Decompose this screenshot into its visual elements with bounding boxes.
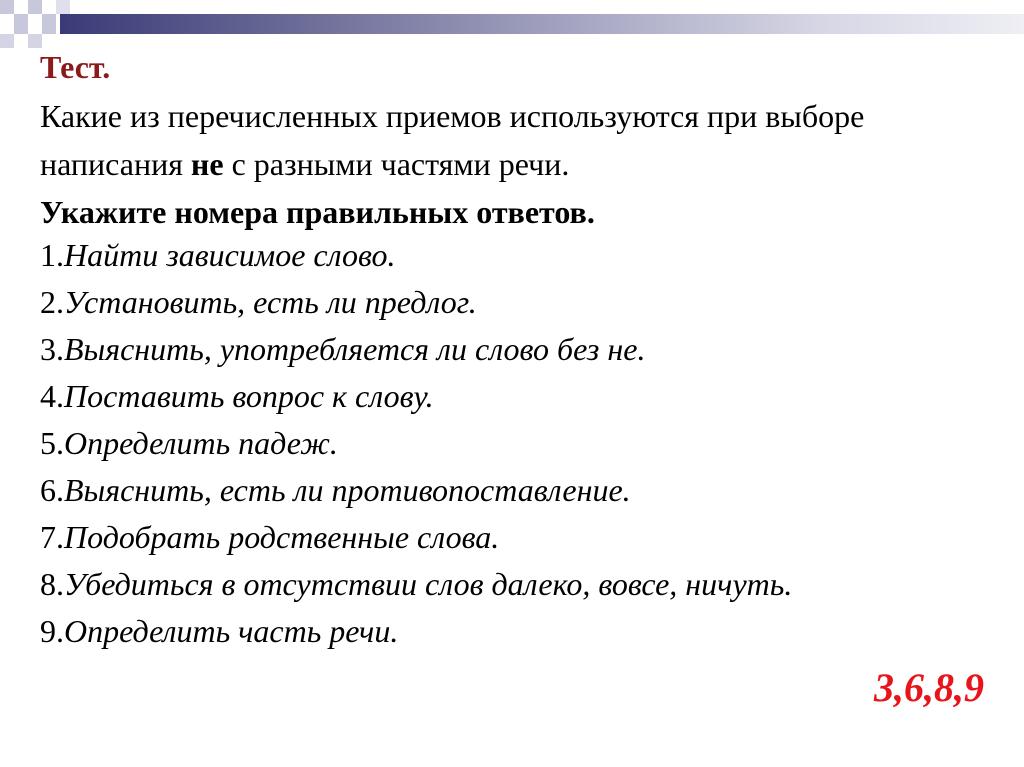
question-text	[40, 92, 1000, 188]
option-number: 3.	[40, 331, 64, 367]
option-number: 6.	[40, 472, 64, 508]
option-number: 1.	[40, 237, 64, 273]
option-text: Выяснить, есть ли противопоставление.	[64, 472, 631, 508]
option-text: Убедиться в отсутствии слов далеко, вовсе, ничуть.	[64, 566, 793, 602]
answer-text: 3,6,8,9	[874, 665, 984, 710]
option-text: Поставить вопрос к слову.	[64, 378, 434, 414]
option-text: Выяснить, употребляется ли слово без не.	[64, 331, 646, 367]
option-number: 4.	[40, 378, 64, 414]
option-item	[40, 467, 792, 514]
question-part-1: Какие из перечисленных приемов используются при выборе написания	[40, 98, 865, 182]
option-text: Определить часть речи.	[64, 613, 399, 649]
slide-title: Тест.	[40, 49, 111, 85]
option-text: Установить, есть ли предлог.	[64, 284, 477, 320]
option-number: 5.	[40, 425, 64, 461]
option-number: 8.	[40, 566, 64, 602]
option-item	[40, 608, 792, 655]
option-number: 9.	[40, 613, 64, 649]
option-number: 2.	[40, 284, 64, 320]
question-bold-word: не	[190, 146, 224, 182]
option-item	[40, 373, 792, 420]
option-text: Подобрать родственные слова.	[64, 519, 500, 555]
option-text: Найти зависимое слово.	[64, 237, 396, 273]
instruction-text: Укажите номера правильных ответов.	[40, 194, 595, 230]
option-item	[40, 561, 792, 608]
option-item	[40, 232, 792, 279]
options-list	[40, 232, 792, 655]
option-text: Определить падеж.	[64, 425, 338, 461]
option-item	[40, 326, 792, 373]
header-gradient-bar	[60, 14, 1024, 34]
option-item	[40, 514, 792, 561]
option-item	[40, 279, 792, 326]
option-item	[40, 420, 792, 467]
option-number: 7.	[40, 519, 64, 555]
question-part-2: с разными частями речи.	[223, 146, 570, 182]
